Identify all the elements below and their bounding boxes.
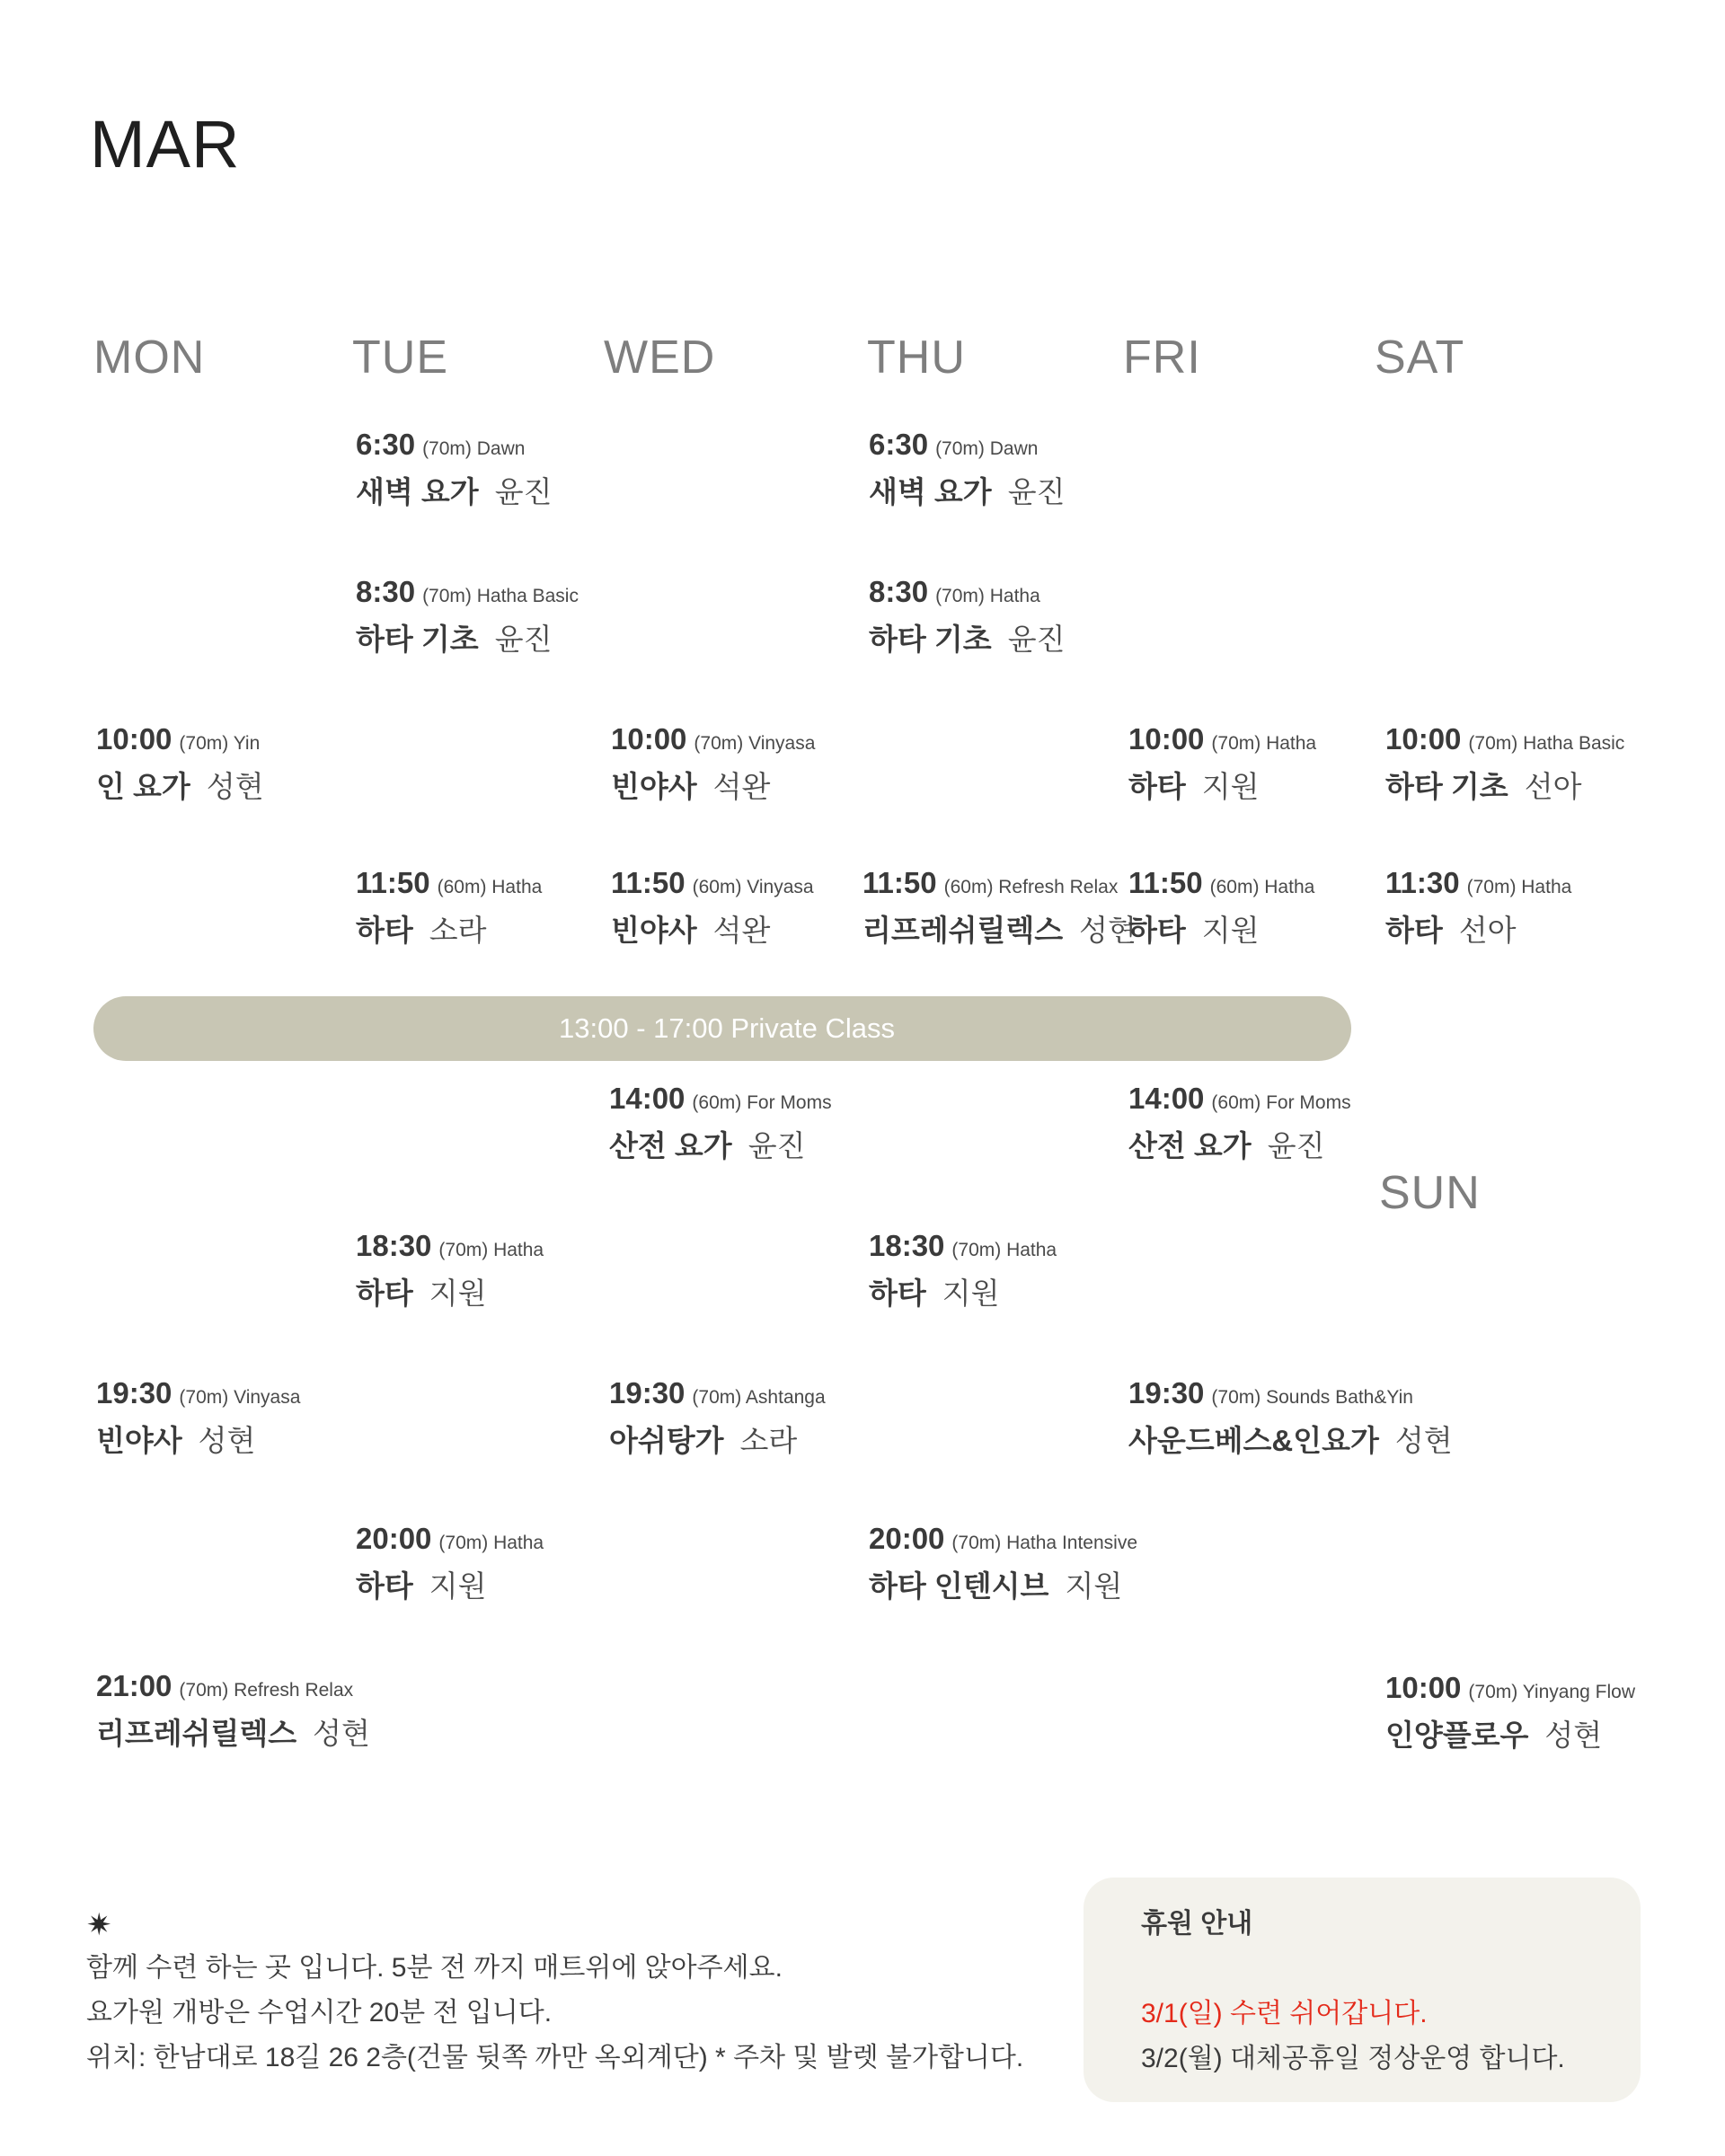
class-teacher: 지원	[1065, 1569, 1123, 1603]
class-time: 19:30	[96, 1376, 172, 1409]
class-teacher: 소라	[739, 1424, 798, 1457]
class-meta: (70m) Hatha	[438, 1533, 544, 1553]
class-teacher: 지원	[1201, 914, 1260, 947]
day-header-sun: SUN	[1379, 1167, 1481, 1219]
class-teacher: 성현	[198, 1424, 256, 1457]
class-meta: (70m) Dawn	[422, 438, 526, 459]
class-meta: (70m) Yin	[179, 733, 261, 754]
day-header-thu: THU	[867, 331, 966, 384]
class-slot	[356, 1229, 544, 1315]
class-name: 하타	[869, 1277, 926, 1310]
class-teacher: 선아	[1524, 770, 1582, 803]
class-time: 10:00	[96, 722, 172, 755]
class-time: 11:50	[356, 866, 430, 899]
class-slot	[862, 866, 1137, 952]
class-teacher: 지원	[429, 1569, 487, 1603]
class-time: 11:50	[1128, 866, 1203, 899]
note-line: 함께 수련 하는 곳 입니다. 5분 전 까지 매트위에 앉아주세요.	[86, 1953, 783, 1983]
class-meta: (70m) Hatha	[951, 1240, 1057, 1260]
star-icon: ✷	[86, 1908, 112, 1942]
class-name: 인 요가	[96, 770, 190, 803]
class-teacher: 성현	[1544, 1719, 1603, 1752]
class-meta: (70m) Hatha	[935, 586, 1040, 606]
private-class-bar	[93, 996, 1351, 1061]
class-meta: (70m) Dawn	[935, 438, 1039, 459]
class-meta: (60m) Hatha	[1209, 877, 1315, 897]
class-time: 14:00	[609, 1082, 686, 1115]
class-meta: (70m) Vinyasa	[694, 733, 816, 754]
class-meta: (70m) Yinyang Flow	[1468, 1682, 1635, 1702]
class-meta: (70m) Hatha Intensive	[951, 1533, 1138, 1553]
class-time: 18:30	[869, 1229, 945, 1262]
class-meta: (60m) Refresh Relax	[943, 877, 1119, 897]
class-teacher: 석완	[712, 914, 771, 947]
holiday-closed-text: 3/1(일) 수련 쉬어갑니다.	[1141, 1999, 1428, 2028]
class-teacher: 성현	[206, 770, 264, 803]
class-time: 14:00	[1128, 1082, 1205, 1115]
class-meta: (70m) Hatha	[438, 1240, 544, 1260]
class-name: 하타	[1128, 914, 1186, 947]
class-slot	[1128, 1376, 1453, 1462]
class-teacher: 윤진	[494, 623, 553, 656]
class-time: 6:30	[869, 428, 929, 461]
class-time: 20:00	[356, 1522, 432, 1555]
class-slot	[869, 575, 1065, 661]
class-meta: (70m) Ashtanga	[692, 1387, 826, 1408]
class-name: 빈야사	[96, 1424, 182, 1457]
class-slot	[611, 866, 814, 952]
class-meta: (70m) Refresh Relax	[179, 1680, 354, 1701]
class-name: 하타 기초	[1385, 770, 1508, 803]
class-slot	[96, 1376, 300, 1462]
class-name: 사운드베스&인요가	[1128, 1424, 1379, 1457]
day-header-wed: WED	[604, 331, 716, 384]
class-meta: (70m) Sounds Bath&Yin	[1211, 1387, 1413, 1408]
class-meta: (60m) Hatha	[437, 877, 543, 897]
holiday-notice-card	[1084, 1878, 1641, 2102]
class-meta: (60m) For Moms	[692, 1092, 832, 1113]
class-meta: (70m) Hatha Basic	[422, 586, 579, 606]
class-slot	[356, 866, 542, 952]
note-line: 요가원 개방은 수업시간 20분 전 입니다.	[86, 1998, 553, 2028]
class-name: 하타	[1128, 770, 1186, 803]
class-time: 11:30	[1385, 866, 1460, 899]
class-name: 아쉬탕가	[609, 1424, 724, 1457]
class-slot	[869, 1229, 1057, 1315]
class-meta: (70m) Vinyasa	[179, 1387, 301, 1408]
class-time: 8:30	[869, 575, 929, 608]
class-name: 산전 요가	[609, 1129, 732, 1162]
class-name: 빈야사	[611, 914, 697, 947]
class-name: 인양플로우	[1385, 1719, 1529, 1752]
class-slot	[96, 722, 264, 808]
class-slot	[356, 1522, 544, 1608]
class-slot	[1385, 866, 1571, 952]
class-time: 21:00	[96, 1669, 172, 1702]
class-name: 빈야사	[611, 770, 697, 803]
class-teacher: 윤진	[748, 1129, 806, 1162]
class-teacher: 성현	[1079, 914, 1137, 947]
class-teacher: 성현	[313, 1717, 370, 1750]
class-teacher: 윤진	[1007, 475, 1066, 508]
note-line: 위치: 한남대로 18길 26 2층(건물 뒷쪽 까만 옥외계단) * 주차 및 발렛 불가합니다.	[86, 2043, 1024, 2072]
class-time: 10:00	[1385, 1671, 1462, 1704]
class-slot	[356, 428, 552, 514]
class-meta: (60m) Vinyasa	[692, 877, 814, 897]
class-teacher: 지원	[1201, 770, 1260, 803]
class-teacher: 소라	[429, 914, 487, 947]
class-name: 새벽 요가	[869, 475, 992, 508]
class-meta: (70m) Hatha Basic	[1468, 733, 1625, 754]
class-time: 20:00	[869, 1522, 945, 1555]
studio-notes	[86, 1904, 1023, 2081]
month-title: MAR	[90, 107, 241, 181]
class-slot	[1385, 722, 1624, 808]
holiday-open-text: 3/2(월) 대체공휴일 정상운영 합니다.	[1141, 2044, 1565, 2073]
class-slot	[609, 1082, 832, 1168]
class-meta: (70m) Hatha	[1466, 877, 1572, 897]
class-teacher: 성현	[1394, 1424, 1453, 1457]
class-teacher: 윤진	[1267, 1129, 1325, 1162]
class-slot	[609, 1376, 826, 1462]
class-slot	[1128, 866, 1314, 952]
class-time: 19:30	[1128, 1376, 1205, 1409]
class-slot	[356, 575, 579, 661]
class-time: 18:30	[356, 1229, 432, 1262]
class-name: 하타 기초	[869, 623, 992, 656]
class-time: 10:00	[1385, 722, 1462, 755]
class-teacher: 윤진	[494, 475, 553, 508]
class-name: 하타 인텐시브	[869, 1569, 1049, 1603]
class-name: 산전 요가	[1128, 1129, 1252, 1162]
class-time: 6:30	[356, 428, 416, 461]
class-name: 리프레쉬릴렉스	[862, 914, 1064, 947]
class-slot	[611, 722, 815, 808]
class-name: 새벽 요가	[356, 475, 479, 508]
class-teacher: 선아	[1458, 914, 1517, 947]
class-name: 하타	[356, 914, 413, 947]
private-class-label: 13:00 - 17:00 Private Class	[559, 1012, 895, 1044]
class-name: 하타 기초	[356, 623, 479, 656]
class-slot	[869, 428, 1065, 514]
holiday-title: 휴원 안내	[1141, 1909, 1253, 1939]
class-time: 11:50	[611, 866, 686, 899]
class-teacher: 석완	[712, 770, 771, 803]
class-time: 19:30	[609, 1376, 686, 1409]
class-meta: (60m) For Moms	[1211, 1092, 1351, 1113]
class-name: 리프레쉬릴렉스	[96, 1717, 297, 1750]
class-slot	[96, 1669, 370, 1755]
class-name: 하타	[1385, 914, 1443, 947]
class-teacher: 윤진	[1007, 623, 1066, 656]
day-header-tue: TUE	[352, 331, 448, 384]
class-slot	[1385, 1671, 1635, 1757]
class-slot	[869, 1522, 1137, 1608]
class-slot	[1128, 722, 1316, 808]
day-header-sat: SAT	[1375, 331, 1465, 384]
class-teacher: 지원	[942, 1277, 1000, 1310]
class-name: 하타	[356, 1277, 413, 1310]
class-name: 하타	[356, 1569, 413, 1603]
class-teacher: 지원	[429, 1277, 487, 1310]
class-time: 8:30	[356, 575, 416, 608]
class-meta: (70m) Hatha	[1211, 733, 1317, 754]
class-time: 10:00	[1128, 722, 1205, 755]
day-header-fri: FRI	[1123, 331, 1201, 384]
class-time: 10:00	[611, 722, 687, 755]
day-header-mon: MON	[93, 331, 206, 384]
class-time: 11:50	[862, 866, 937, 899]
class-slot	[1128, 1082, 1351, 1168]
